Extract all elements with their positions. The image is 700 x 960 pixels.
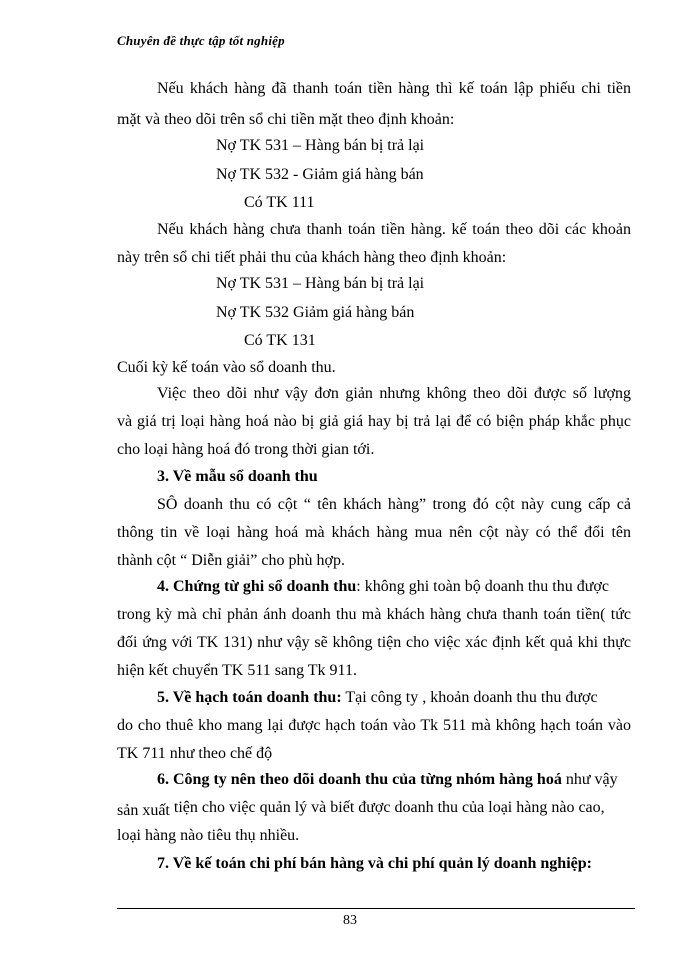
- journal-entry-line: Nợ TK 532 - Giảm giá hàng bán: [216, 166, 424, 183]
- journal-entry-line: Có TK 131: [244, 332, 316, 349]
- paragraph-line: này trên sổ chi tiết phải thu của khách hàng theo định khoản:: [117, 249, 507, 266]
- page-number: 83: [343, 913, 357, 928]
- running-header: Chuyên đề thực tập tốt nghiệp: [117, 33, 285, 48]
- paragraph-line: do cho thuê kho mang lại được hạch toán vào Tk 511 mà không hạch toán vào: [117, 717, 631, 734]
- paragraph-line: SÔ doanh thu có cột “ tên khách hàng” trong đó cột này cung cấp cả: [157, 496, 631, 513]
- paragraph-text: Tại công ty , khoản doanh thu thu được: [341, 689, 598, 706]
- paragraph-line: loại hàng nào tiêu thụ nhiều.: [117, 827, 300, 844]
- paragraph-line: TK 711 như theo chế độ: [117, 745, 273, 762]
- paragraph-text: sản xuất: [117, 802, 170, 819]
- paragraph-line: [117, 801, 605, 821]
- paragraph-text: như vậy: [561, 771, 618, 788]
- paragraph-line: Nếu khách hàng chưa thanh toán tiền hàng. kế toán theo dõi các khoản: [157, 221, 631, 238]
- paragraph-line: mặt và theo dõi trên sổ chi tiền mặt theo định khoản:: [117, 111, 455, 128]
- section-heading: 5. Về hạch toán doanh thu:: [157, 689, 342, 706]
- paragraph-line: cho loại hàng hoá đó trong thời gian tới.: [117, 441, 375, 458]
- paragraph-line: và giá trị loại hàng hoá nào bị giả giá hay bị trả lại để có biện pháp khắc phục: [117, 413, 631, 430]
- paragraph-line: [157, 688, 598, 708]
- section-heading: 7. Về kế toán chi phí bán hàng và chi phí quản lý doanh nghiệp:: [157, 855, 592, 872]
- paragraph-line: đối ứng với TK 131) như vậy sẽ không tiện cho việc xác định kết quả khi thực: [117, 634, 631, 651]
- section-heading: 4. Chứng từ ghi sổ doanh thu: [157, 578, 357, 595]
- paragraph-line: Việc theo dõi như vậy đơn giản nhưng không theo dõi được số lượng: [157, 385, 631, 402]
- journal-entry-line: Nợ TK 531 – Hàng bán bị trả lại: [216, 275, 425, 292]
- paragraph-text: tiện cho việc quản lý và biết được doanh thu của loại hàng nào cao,: [169, 799, 605, 816]
- paragraph-line: Cuối kỳ kế toán vào sổ doanh thu.: [117, 359, 336, 376]
- section-heading: 3. Về mẫu sổ doanh thu: [157, 468, 318, 485]
- paragraph-text: : không ghi toàn bộ doanh thu thu được: [356, 578, 609, 595]
- paragraph-line: [157, 577, 609, 597]
- paragraph-line: trong kỳ mà chỉ phản ánh doanh thu mà khách hàng chưa thanh toán tiền( tức: [117, 606, 631, 623]
- paragraph-line: thông tin về loại hàng hoá mà khách hàng mua nên cột này có thể đổi tên: [117, 524, 631, 541]
- paragraph-line: thành cột “ Diễn giải” cho phù hợp.: [117, 552, 345, 569]
- section-heading: 6. Công ty nên theo dõi doanh thu của từng nhóm hàng hoá: [157, 771, 562, 788]
- footer-rule: [117, 908, 635, 909]
- paragraph-line: Nếu khách hàng đã thanh toán tiền hàng thì kế toán lập phiếu chi tiền: [157, 80, 631, 97]
- paragraph-line: hiện kết chuyển TK 511 sang Tk 911.: [117, 662, 357, 679]
- journal-entry-line: Nợ TK 532 Giảm giá hàng bán: [216, 304, 415, 321]
- paragraph-line: [157, 770, 618, 790]
- journal-entry-line: Có TK 111: [244, 194, 315, 211]
- journal-entry-line: Nợ TK 531 – Hàng bán bị trả lại: [216, 137, 425, 154]
